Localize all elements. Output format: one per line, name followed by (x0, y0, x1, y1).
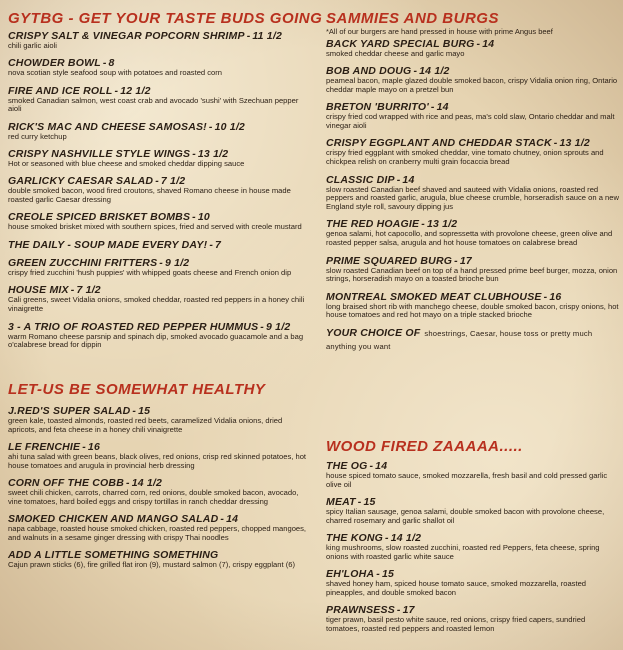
menu-item (8, 85, 308, 115)
item-price: 16 (549, 290, 562, 303)
item-price: 16 (87, 441, 101, 454)
menu-item (8, 441, 308, 471)
item-price: 7 1/2 (160, 175, 186, 188)
item-description: green kale, toasted almonds, roasted red beets, caramelized Vidalia onions, dried apricots, and feta cheese in a honey chili vinaigrette (8, 416, 283, 434)
item-description: shaved honey ham, spiced house tomato sauce, smoked mozzarella, roasted pineapples, and double smoked bacon (326, 579, 587, 598)
item-description: Cajun prawn sticks (6), fire grilled flat iron (9), mustard salmon (7), crispy eggplant (6) (8, 560, 295, 570)
price-separator: - (421, 218, 425, 231)
item-description: shoestrings, Caesar, house toss or pretty much anything you want (326, 328, 593, 351)
item-description: Hot or seasoned with blue cheese and smoked cheddar dipping sauce (8, 158, 245, 168)
price-separator: - (209, 238, 214, 251)
price-separator: - (155, 175, 159, 188)
item-name: CHOWDER BOWL (8, 57, 101, 70)
menu-item (8, 257, 308, 278)
item-price: 7 (215, 238, 222, 251)
menu-section-appetizers (8, 10, 323, 357)
item-description: slow roasted Canadian beef on top of a hand pressed prime beef burger, mozza, onion strings, horseradish mayo on a toasted brioche bun (326, 265, 618, 284)
price-separator: - (132, 405, 137, 417)
item-name: THE KONG (326, 532, 384, 545)
menu-item (326, 101, 620, 131)
menu-item (8, 175, 308, 205)
price-separator: - (396, 173, 401, 186)
menu-item (326, 174, 620, 212)
item-price: 14 (402, 173, 415, 186)
item-price: 17 (402, 604, 415, 617)
item-name: CORN OFF THE COBB (8, 477, 124, 490)
item-title (326, 291, 620, 303)
price-separator: - (543, 290, 548, 303)
section-title: GYTBG - GET YOUR TASTE BUDS GOING (8, 10, 323, 27)
price-separator: - (357, 496, 362, 509)
item-price: 14 1/2 (390, 532, 422, 545)
price-separator: - (208, 120, 213, 133)
item-price: 12 1/2 (120, 84, 151, 97)
price-separator: - (376, 568, 380, 581)
item-name: J.RED'S SUPER SALAD (8, 405, 131, 417)
price-separator: - (260, 320, 264, 333)
item-description: long braised short rib with manchego cheese, double smoked bacon, crispy onions, hot house tomatoes and red hot mayo on a triple stacked brioche (326, 301, 619, 320)
item-name: CRISPY EGGPLANT AND CHEDDAR STACK (326, 137, 552, 150)
item-name: PRAWNSESS (326, 604, 395, 617)
section-title: SAMMIES AND BURGS (326, 10, 499, 27)
item-price: 15 (138, 405, 151, 417)
item-name: PRIME SQUARED BURG (326, 254, 453, 267)
item-name: BOB AND DOUG (326, 65, 412, 78)
item-description: crispy fried cod wrapped with rice and peas, ma's cold slaw, Ontario cheddar and malt vinegar aioli (326, 112, 615, 131)
item-description: crispy fried eggplant with smoked cheddar, vine tomato chutney, onion sprouts and chickpea relish on cranberry multi grain focaccia bread (326, 148, 604, 167)
item-description: napa cabbage, roasted house smoked chicken, roasted red peppers, chopped mangoes, and walnuts in a sesame ginger dressing with crispy Thai noodles (8, 524, 307, 543)
menu-item (326, 255, 620, 285)
price-separator: - (192, 147, 196, 160)
price-separator: - (454, 254, 458, 267)
item-description: crispy fried zucchini 'hush puppies' with whipped goats cheese and French onion dip (8, 268, 292, 278)
menu-item (8, 549, 308, 570)
price-separator: - (385, 532, 389, 545)
item-price: 10 1/2 (214, 120, 245, 133)
menu-item (326, 291, 620, 321)
item-description: smoked cheddar cheese and garlic mayo (326, 49, 465, 58)
menu-item (8, 513, 308, 543)
item-name: BACK YARD SPECIAL BURG (326, 38, 475, 50)
item-price: 13 1/2 (559, 137, 590, 150)
menu-item (8, 405, 308, 435)
menu-item (326, 137, 620, 167)
item-name: HOUSE MIX (8, 284, 69, 297)
item-name: CLASSIC DIP (326, 173, 395, 186)
item-description: peameal bacon, maple glazed double smoked bacon, crispy Vidalia onion ring, Ontario cheddar maple mayo on a pretzel bun (326, 76, 618, 95)
item-name: THE DAILY - SOUP MADE EVERY DAY! (8, 238, 208, 251)
item-price: 14 1/2 (131, 477, 163, 490)
item-description: tiger prawn, basil pesto white sauce, red onions, crispy fried capers, sundried tomatoes, roasted red peppers and roasted lemon (326, 615, 586, 634)
menu-item (8, 477, 308, 507)
item-title (8, 121, 308, 133)
price-separator: - (70, 284, 75, 297)
item-description: smoked Canadian salmon, west coast crab and avocado 'sushi' with Szechuan pepper aioli (8, 95, 299, 114)
menu-item (326, 604, 620, 634)
section-title: WOOD FIRED ZAAAAA..... (326, 438, 523, 455)
item-description: house spiced tomato sauce, smoked mozzarella, fresh basil and cold pressed garlic olive oil (326, 471, 608, 489)
price-separator: - (369, 460, 374, 472)
price-separator: - (82, 441, 86, 454)
price-separator: - (102, 57, 107, 70)
item-description: red curry ketchup (8, 131, 67, 141)
menu-section-sandwiches (326, 10, 620, 359)
item-price: 14 (226, 513, 239, 526)
item-title (326, 327, 620, 353)
menu-item (326, 532, 620, 562)
item-price: 13 1/2 (426, 218, 458, 231)
item-price: 9 1/2 (164, 257, 190, 270)
item-name: ADD A LITTLE SOMETHING SOMETHING (8, 549, 219, 562)
item-price: 9 1/2 (266, 320, 291, 333)
item-price: 10 (197, 211, 210, 224)
item-description: double smoked bacon, wood fired croutons, shaved Romano cheese in house made roasted garlic Caesar dressing (8, 186, 291, 205)
item-name: CRISPY NASHVILLE STYLE WINGS (8, 147, 191, 160)
price-separator: - (125, 477, 130, 490)
menu-section-salads (8, 381, 308, 577)
item-description: genoa salami, hot capocollo, and sopressetta with provolone cheese, green olive and roasted pepper salsa, arugula and hot house tomatoes on calabrese bread (326, 229, 613, 248)
item-description: spicy Italian sausage, genoa salami, double smoked bacon with provolone cheese, charred rosemary and garlic shallot oil (326, 507, 605, 525)
menu-item (8, 148, 308, 169)
price-separator: - (413, 65, 418, 78)
item-name: MONTREAL SMOKED MEAT CLUBHOUSE (326, 290, 542, 303)
item-name: GREEN ZUCCHINI FRITTERS (8, 257, 158, 270)
price-separator: - (159, 257, 163, 270)
item-name: GARLICKY CAESAR SALAD (8, 175, 154, 188)
price-separator: - (114, 84, 119, 97)
price-separator: - (192, 211, 196, 224)
item-description: warm Romano cheese parsnip and spinach dip, smoked avocado guacamole and a bag o'calabrese bread for dippin (8, 331, 304, 350)
item-title (8, 239, 308, 251)
item-price: 7 1/2 (76, 284, 101, 297)
menu-item (326, 65, 620, 95)
item-name: THE OG (326, 460, 368, 472)
item-description: nova scotian style seafood soup with potatoes and roasted corn (8, 68, 223, 78)
item-description: Cali greens, sweet Vidalia onions, smoked cheddar, roasted red peppers in a honey chili vinaigrette (8, 295, 305, 314)
item-name: CREOLE SPICED BRISKET BOMBS (8, 211, 191, 224)
item-price: 11 1/2 (252, 30, 283, 42)
item-price: 15 (363, 496, 376, 509)
menu-item (326, 38, 620, 59)
item-price: 13 1/2 (197, 147, 229, 160)
item-name: SMOKED CHICKEN AND MANGO SALAD (8, 513, 219, 526)
item-title (8, 85, 308, 97)
price-separator: - (553, 137, 558, 150)
item-title (8, 321, 308, 333)
item-name: YOUR CHOICE OF (326, 326, 421, 339)
price-separator: - (220, 513, 225, 526)
menu-item (8, 321, 308, 351)
item-name: RICK'S MAC AND CHEESE SAMOSAS! (8, 120, 207, 133)
item-name: 3 - A TRIO OF ROASTED RED PEPPER HUMMUS (8, 320, 259, 333)
menu-item (326, 460, 620, 490)
item-name: LE FRENCHIE (8, 441, 81, 454)
item-name: THE RED HOAGIE (326, 218, 420, 231)
menu-item (8, 57, 308, 78)
item-price: 15 (381, 568, 395, 581)
item-description: king mushrooms, slow roasted zucchini, roasted red Peppers, feta cheese, spring onions with roasted garlic white sauce (326, 543, 600, 561)
menu-item (8, 211, 308, 232)
item-price: 14 (482, 38, 495, 50)
menu-item (8, 239, 308, 251)
price-separator: - (430, 101, 435, 114)
menu-item (8, 121, 308, 142)
price-separator: - (396, 604, 401, 617)
item-price: 8 (108, 57, 115, 70)
item-description: chili garlic aioli (8, 41, 57, 50)
item-name: EH'LOHA (326, 568, 375, 581)
item-name: MEAT (326, 496, 356, 509)
item-title (326, 255, 620, 267)
menu-item (326, 327, 620, 353)
item-name: BRETON 'BURRITO' (326, 101, 429, 114)
menu-item (326, 496, 620, 526)
price-separator: - (476, 38, 481, 50)
menu-item (8, 284, 308, 314)
item-price: 14 1/2 (419, 65, 450, 78)
item-price: 14 (436, 101, 449, 114)
item-price: 17 (459, 254, 472, 267)
price-separator: - (246, 30, 251, 42)
item-title (326, 174, 620, 186)
section-title: LET-US BE SOMEWHAT HEALTHY (8, 381, 266, 398)
item-price: 14 (375, 460, 388, 472)
menu-item (8, 30, 308, 51)
item-name: CRISPY SALT & VINEGAR POPCORN SHRIMP (8, 30, 245, 42)
section-note: *All of our burgers are hand pressed in house with prime Angus beef (326, 27, 553, 36)
item-description: slow roasted Canadian beef shaved and sauteed with Vidalia onions, roasted red peppers and roasted garlic, arugula, blue cheese crumble, horseradish sauce on a new England style roll, savoury dipping jus (326, 184, 619, 212)
menu-item (326, 568, 620, 598)
item-description: sweet chili chicken, carrots, charred corn, red onions, double smoked bacon, avocado, vine tomatoes, hard boiled eggs and crispy tortillas in ranch cheddar dressing (8, 488, 299, 506)
item-description: house smoked brisket mixed with southern spices, fried and served with creole mustard (8, 222, 302, 232)
item-name: FIRE AND ICE ROLL (8, 84, 113, 97)
item-description: ahi tuna salad with green beans, black olives, red onions, crisp red skinned potatoes, hot house tomatoes and arugula in provincial herb dressing (8, 452, 307, 470)
menu-item (326, 218, 620, 248)
menu-section-pizza (326, 438, 620, 640)
